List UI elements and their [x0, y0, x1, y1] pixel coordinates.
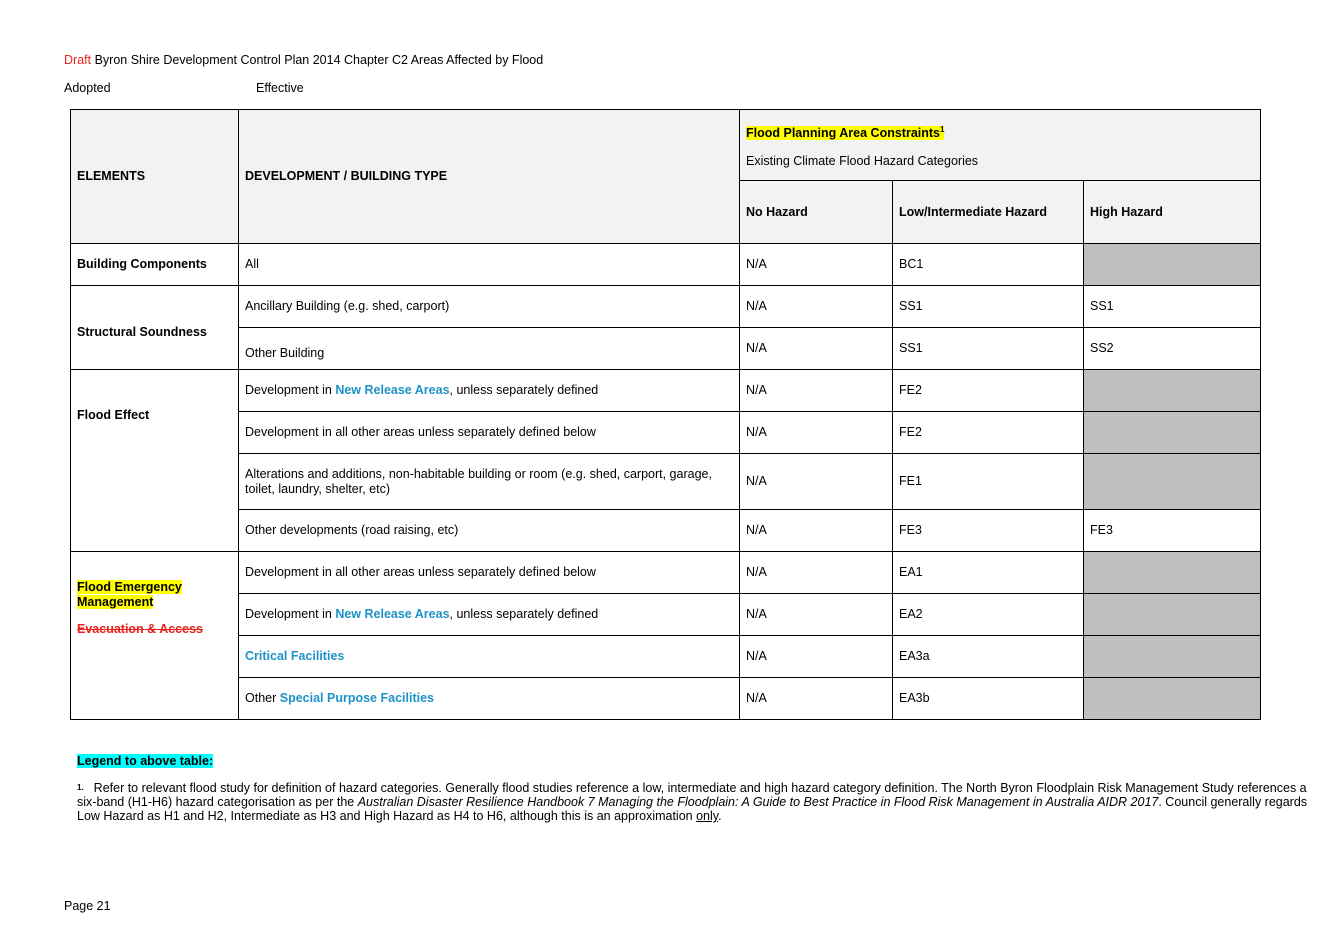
element-building-components: Building Components	[71, 244, 239, 286]
table-row	[71, 552, 1261, 594]
no-hazard-cell: N/A	[740, 678, 893, 720]
element-structural-soundness: Structural Soundness	[71, 286, 239, 370]
no-hazard-cell: N/A	[740, 328, 893, 370]
document-title: Byron Shire Development Control Plan 2014 Chapter C2 Areas Affected by Flood	[91, 53, 544, 67]
no-hazard-cell: N/A	[740, 244, 893, 286]
low-hazard-cell: FE1	[893, 454, 1084, 510]
low-hazard-cell: FE3	[893, 510, 1084, 552]
table-row	[71, 594, 1261, 636]
new-release-areas-link[interactable]: New Release Areas	[335, 383, 450, 397]
header-no-hazard: No Hazard	[740, 181, 893, 244]
legend-footnote: $^{1.}$ Refer to relevant flood study for definition of hazard categories. Generally flood studies reference a low, intermediate and high hazard category definition. The North Byron Floodplain Risk Management Study references a six-band (H1-H6) hazard categorisation as per the Australian Disaster Resilience Handbook 7 Managing the Floodplain: A Guide to Best Practice in Flood Risk Management in Australia AIDR 2017. Council generally regards Low Hazard as H1 and H2, Intermediate as H3 and High Hazard as H4 to H6, although this is an approximation only.	[77, 781, 1308, 823]
no-hazard-cell: N/A	[740, 552, 893, 594]
fpac-title: Flood Planning Area Constraints$^1$	[746, 124, 945, 140]
critical-facilities-link[interactable]: Critical Facilities	[245, 649, 345, 663]
no-hazard-cell: N/A	[740, 412, 893, 454]
dev-type-cell: Development in all other areas unless separately defined below	[239, 552, 740, 594]
element-flood-emergency	[71, 552, 239, 720]
high-hazard-cell	[1084, 594, 1261, 636]
flood-constraints-table	[70, 109, 1261, 720]
high-hazard-cell	[1084, 454, 1261, 510]
no-hazard-cell: N/A	[740, 636, 893, 678]
handbook-reference: Australian Disaster Resilience Handbook 7 Managing the Floodplain: A Guide to Best Practice in Flood Risk Management in Australia AIDR 2017	[357, 795, 1159, 809]
header-high-hazard: High Hazard	[1084, 181, 1261, 244]
high-hazard-cell: SS2	[1084, 328, 1261, 370]
adoption-row	[64, 81, 304, 95]
header-dev-type: DEVELOPMENT / BUILDING TYPE	[239, 110, 740, 244]
dev-type-cell: Development in New Release Areas, unless separately defined	[239, 594, 740, 636]
evacuation-access-label: Evacuation & Access	[77, 622, 203, 636]
table-row	[71, 286, 1261, 328]
dev-type-cell: Other Special Purpose Facilities	[239, 678, 740, 720]
dev-type-cell: Ancillary Building (e.g. shed, carport)	[239, 286, 740, 328]
page-number: Page 21	[64, 899, 111, 913]
new-release-areas-link[interactable]: New Release Areas	[335, 607, 450, 621]
low-hazard-cell: EA3a	[893, 636, 1084, 678]
header-elements: ELEMENTS	[71, 110, 239, 244]
adopted-label: Adopted	[64, 81, 111, 95]
dev-type-cell	[239, 636, 740, 678]
table-row	[71, 244, 1261, 286]
dev-type-cell: Development in New Release Areas, unless separately defined	[239, 370, 740, 412]
dev-type-cell: Alterations and additions, non-habitable building or room (e.g. shed, carport, garage, toilet, laundry, shelter, etc)	[239, 454, 740, 510]
header-fpac	[740, 110, 1261, 181]
table-row	[71, 328, 1261, 370]
low-hazard-cell: SS1	[893, 328, 1084, 370]
element-flood-effect: Flood Effect	[71, 370, 239, 552]
table-row	[71, 510, 1261, 552]
low-hazard-cell: EA3b	[893, 678, 1084, 720]
dev-type-cell: All	[239, 244, 740, 286]
header-low-hazard: Low/Intermediate Hazard	[893, 181, 1084, 244]
dev-type-cell: Other developments (road raising, etc)	[239, 510, 740, 552]
legend-title: Legend to above table:	[77, 754, 214, 768]
no-hazard-cell: N/A	[740, 286, 893, 328]
low-hazard-cell: FE2	[893, 370, 1084, 412]
high-hazard-cell: FE3	[1084, 510, 1261, 552]
low-hazard-cell: EA2	[893, 594, 1084, 636]
flood-emergency-label: Flood Emergency Management	[77, 580, 182, 609]
no-hazard-cell: N/A	[740, 454, 893, 510]
footnote-number: 1.	[77, 783, 84, 792]
table-row	[71, 412, 1261, 454]
no-hazard-cell: N/A	[740, 370, 893, 412]
effective-label: Effective	[256, 81, 304, 95]
document-header	[64, 53, 543, 67]
high-hazard-cell	[1084, 636, 1261, 678]
low-hazard-cell: EA1	[893, 552, 1084, 594]
high-hazard-cell	[1084, 678, 1261, 720]
low-hazard-cell: FE2	[893, 412, 1084, 454]
high-hazard-cell	[1084, 244, 1261, 286]
dev-type-cell: Development in all other areas unless separately defined below	[239, 412, 740, 454]
special-purpose-facilities-link[interactable]: Special Purpose Facilities	[279, 691, 434, 705]
table-row	[71, 636, 1261, 678]
dev-type-cell: Other Building	[239, 328, 740, 370]
high-hazard-cell	[1084, 412, 1261, 454]
high-hazard-cell: SS1	[1084, 286, 1261, 328]
draft-label: Draft	[64, 53, 92, 67]
no-hazard-cell: N/A	[740, 510, 893, 552]
no-hazard-cell: N/A	[740, 594, 893, 636]
low-hazard-cell: BC1	[893, 244, 1084, 286]
table-row	[71, 454, 1261, 510]
fpac-subtitle: Existing Climate Flood Hazard Categories	[746, 153, 979, 168]
table-row	[71, 370, 1261, 412]
low-hazard-cell: SS1	[893, 286, 1084, 328]
table-row	[71, 678, 1261, 720]
high-hazard-cell	[1084, 552, 1261, 594]
high-hazard-cell	[1084, 370, 1261, 412]
